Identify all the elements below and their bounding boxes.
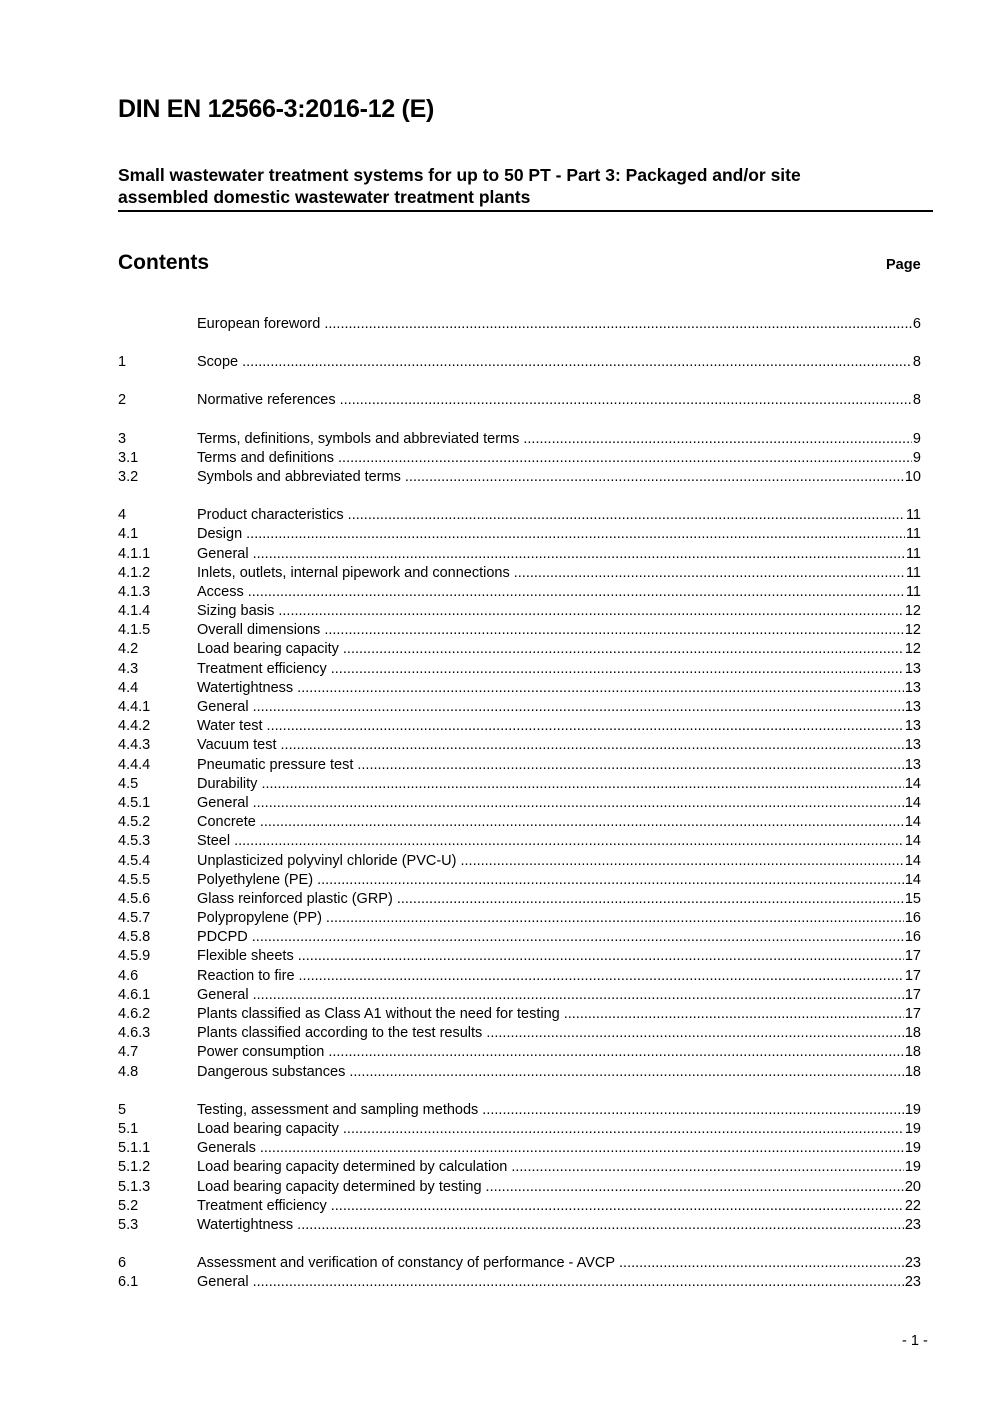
toc-entry-title: Normative references — [197, 392, 336, 409]
dot-leader — [348, 506, 905, 525]
toc-entry-title: Reaction to fire — [197, 967, 295, 984]
toc-entry-number: 4.4 — [118, 679, 139, 696]
dot-leader — [278, 602, 903, 621]
toc-entry-number: 3 — [118, 430, 127, 447]
dot-leader — [343, 640, 904, 659]
toc-entry[interactable] — [118, 1101, 921, 1120]
dot-leader — [324, 621, 904, 640]
toc-entry-page: 13 — [904, 660, 921, 677]
toc-entry[interactable] — [118, 1216, 921, 1235]
dot-leader — [324, 315, 912, 334]
toc-entry-page: 19 — [904, 1120, 921, 1137]
toc-entry[interactable] — [118, 525, 921, 544]
toc-entry-title: Watertightness — [197, 679, 294, 696]
toc-entry[interactable] — [118, 909, 921, 928]
toc-entry-page: 11 — [905, 583, 921, 600]
toc-entry[interactable] — [118, 1178, 921, 1197]
toc-entry-number: 4.2 — [118, 641, 139, 658]
toc-entry-number: 6 — [118, 1255, 127, 1272]
toc-entry[interactable] — [118, 986, 921, 1005]
toc-entry[interactable] — [118, 698, 921, 717]
toc-entry-page: 14 — [904, 833, 921, 850]
toc-entry[interactable] — [118, 353, 921, 372]
dot-leader — [338, 449, 912, 468]
toc-entry-page: 14 — [904, 871, 921, 888]
toc-entry-title: Plants classified as Class A1 without the need for testing — [197, 1006, 560, 1022]
toc-entry-number: 4.1.3 — [118, 583, 151, 600]
dot-leader — [260, 813, 904, 832]
toc-entry[interactable] — [118, 1158, 921, 1177]
dot-leader — [317, 871, 904, 890]
toc-entry[interactable] — [118, 660, 921, 679]
dot-leader — [242, 353, 912, 372]
toc-entry[interactable] — [118, 967, 921, 986]
toc-entry[interactable] — [118, 621, 921, 640]
toc-entry-page: 17 — [904, 1006, 921, 1022]
dot-leader — [298, 947, 904, 966]
toc-entry[interactable] — [118, 430, 921, 449]
dot-leader — [260, 1139, 904, 1158]
toc-entry-title: Concrete — [197, 814, 256, 831]
toc-entry-page: 14 — [904, 814, 921, 831]
toc-entry-title: Polypropylene (PP) — [197, 910, 322, 927]
dot-leader — [511, 1158, 904, 1177]
toc-entry-page: 13 — [904, 737, 921, 754]
toc-entry[interactable] — [118, 794, 921, 813]
toc-entry-number: 5.1 — [118, 1120, 139, 1137]
toc-entry-page: 12 — [904, 603, 921, 620]
toc-entry-page: 23 — [904, 1216, 921, 1233]
toc-entry-page: 19 — [904, 1101, 921, 1118]
toc-entry-page: 13 — [904, 718, 921, 735]
table-of-contents — [118, 315, 921, 1292]
toc-entry-title: Water test — [197, 718, 263, 735]
dot-leader — [397, 890, 904, 909]
toc-entry-title: Sizing basis — [197, 603, 275, 620]
toc-entry-title: Dangerous substances — [197, 1063, 346, 1080]
toc-entry-page: 17 — [904, 967, 921, 984]
toc-entry-number: 4.1.1 — [118, 545, 151, 562]
toc-entry-title: Vacuum test — [197, 737, 277, 754]
toc-entry-page: 6 — [912, 316, 921, 332]
toc-entry-title: Pneumatic pressure test — [197, 756, 354, 773]
toc-entry-title: Durability — [197, 775, 258, 792]
toc-entry-title: Testing, assessment and sampling methods — [197, 1101, 479, 1118]
page-column-label: Page — [886, 257, 921, 273]
dot-leader — [486, 1024, 904, 1043]
toc-entry-number: 4.4.3 — [118, 737, 151, 754]
toc-entry[interactable] — [118, 1197, 921, 1216]
toc-entry-title: Unplasticized polyvinyl chloride (PVC-U) — [197, 852, 457, 869]
toc-entry-number: 3.1 — [118, 449, 139, 466]
toc-entry-number: 4.4.2 — [118, 718, 151, 735]
toc-entry-page: 17 — [904, 948, 921, 965]
toc-entry[interactable] — [118, 564, 921, 583]
toc-entry-title: PDCPD — [197, 929, 248, 946]
toc-entry-page: 12 — [904, 641, 921, 658]
toc-entry-number: 4.1.5 — [118, 622, 151, 639]
toc-entry[interactable] — [118, 391, 921, 410]
toc-entry-page: 11 — [905, 507, 921, 524]
toc-entry-page: 14 — [904, 794, 921, 811]
toc-entry-page: 22 — [904, 1197, 921, 1214]
toc-entry[interactable] — [118, 1273, 921, 1292]
toc-entry-number: 4.1.2 — [118, 564, 151, 581]
toc-entry-title: European foreword — [197, 316, 321, 332]
dot-leader — [253, 986, 904, 1005]
toc-entry-page: 17 — [904, 986, 921, 1003]
toc-entry-page: 13 — [904, 679, 921, 696]
toc-entry-page: 10 — [904, 468, 921, 485]
dot-leader — [482, 1101, 904, 1120]
toc-entry[interactable] — [118, 1063, 921, 1082]
toc-entry-number: 4.8 — [118, 1063, 139, 1080]
document-id: DIN EN 12566-3:2016-12 (E) — [118, 95, 434, 123]
toc-entry-number: 5.2 — [118, 1197, 139, 1214]
dot-leader — [331, 660, 904, 679]
toc-entry-number: 2 — [118, 392, 127, 409]
toc-entry[interactable] — [118, 640, 921, 659]
toc-entry-number: 4.6 — [118, 967, 139, 984]
toc-entry-number: 4.4.1 — [118, 699, 151, 715]
toc-entry-page: 14 — [904, 852, 921, 869]
toc-entry-title: Load bearing capacity determined by calculation — [197, 1159, 508, 1176]
document-subtitle — [118, 164, 933, 212]
toc-entry-title: Product characteristics — [197, 507, 344, 524]
toc-entry-page: 9 — [912, 449, 921, 466]
dot-leader — [331, 1197, 904, 1216]
toc-entry-number: 4.5.7 — [118, 910, 151, 927]
dot-leader — [234, 832, 904, 851]
toc-entry-title: Inlets, outlets, internal pipework and connections — [197, 564, 510, 581]
toc-entry-page: 15 — [904, 890, 921, 907]
toc-entry-number: 4.6.1 — [118, 986, 151, 1003]
toc-entry[interactable] — [118, 871, 921, 890]
toc-entry-number: 4 — [118, 507, 127, 524]
dot-leader — [564, 1005, 904, 1024]
toc-entry-number: 4.5 — [118, 775, 139, 792]
dot-leader — [267, 717, 904, 736]
toc-entry[interactable] — [118, 890, 921, 909]
toc-entry-title: Treatment efficiency — [197, 1197, 327, 1214]
toc-entry-page: 8 — [912, 354, 921, 371]
toc-entry-number: 4.5.5 — [118, 871, 151, 888]
toc-entry[interactable] — [118, 852, 921, 871]
dot-leader — [253, 794, 904, 813]
toc-entry[interactable] — [118, 449, 921, 468]
toc-entry-title: Load bearing capacity — [197, 1120, 339, 1137]
toc-entry-number: 4.1 — [118, 526, 139, 543]
toc-entry[interactable] — [118, 315, 921, 334]
toc-entry-title: Overall dimensions — [197, 622, 321, 639]
dot-leader — [326, 909, 904, 928]
dot-leader — [253, 1273, 904, 1292]
contents-heading: Contents — [118, 251, 209, 274]
toc-entry-title: Polyethylene (PE) — [197, 871, 314, 888]
toc-entry-title: Load bearing capacity determined by testing — [197, 1178, 482, 1195]
toc-entry[interactable] — [118, 756, 921, 775]
subtitle-line-2: assembled domestic wastewater treatment plants — [118, 187, 531, 207]
toc-entry[interactable] — [118, 468, 921, 487]
toc-entry-page: 20 — [904, 1178, 921, 1195]
toc-entry[interactable] — [118, 717, 921, 736]
toc-entry-page: 16 — [904, 929, 921, 946]
toc-entry-title: Watertightness — [197, 1216, 294, 1233]
toc-entry-number: 4.5.4 — [118, 852, 151, 869]
toc-entry-title: General — [197, 699, 249, 715]
toc-entry-title: General — [197, 545, 249, 562]
toc-entry-page: 13 — [904, 756, 921, 773]
dot-leader — [246, 525, 905, 544]
toc-entry-page: 16 — [904, 910, 921, 927]
dot-leader — [460, 852, 903, 871]
toc-entry[interactable] — [118, 506, 921, 525]
dot-leader — [253, 698, 904, 717]
toc-entry-title: General — [197, 1274, 249, 1291]
toc-entry-number: 1 — [118, 354, 127, 371]
toc-entry[interactable] — [118, 1254, 921, 1273]
toc-entry-number: 5 — [118, 1101, 127, 1118]
toc-entry-number: 4.6.3 — [118, 1025, 151, 1042]
toc-entry[interactable] — [118, 545, 921, 564]
toc-entry-page: 13 — [904, 699, 921, 715]
toc-entry-title: Treatment efficiency — [197, 660, 327, 677]
toc-entry-title: Plants classified according to the test results — [197, 1025, 483, 1042]
toc-entry[interactable] — [118, 1024, 921, 1043]
dot-leader — [340, 391, 912, 410]
toc-entry-title: General — [197, 986, 249, 1003]
dot-leader — [486, 1178, 904, 1197]
dot-leader — [299, 967, 904, 986]
toc-entry-title: Access — [197, 583, 244, 600]
dot-leader — [261, 775, 903, 794]
toc-entry-title: Load bearing capacity — [197, 641, 339, 658]
toc-entry-page: 18 — [904, 1063, 921, 1080]
toc-entry-page: 19 — [904, 1159, 921, 1176]
toc-entry-page: 23 — [904, 1274, 921, 1291]
toc-entry-number: 4.3 — [118, 660, 139, 677]
toc-entry[interactable] — [118, 928, 921, 947]
toc-entry-page: 12 — [904, 622, 921, 639]
toc-entry-number: 4.6.2 — [118, 1006, 151, 1022]
toc-entry-number: 4.5.8 — [118, 929, 151, 946]
toc-entry[interactable] — [118, 813, 921, 832]
dot-leader — [281, 736, 904, 755]
toc-entry-number: 4.5.1 — [118, 794, 151, 811]
dot-leader — [253, 545, 905, 564]
dot-leader — [619, 1254, 904, 1273]
toc-entry[interactable] — [118, 947, 921, 966]
toc-entry[interactable] — [118, 1005, 921, 1024]
toc-entry-page: 19 — [904, 1140, 921, 1157]
toc-entry[interactable] — [118, 1120, 921, 1139]
toc-entry-page: 14 — [904, 775, 921, 792]
toc-entry-title: Design — [197, 526, 243, 543]
dot-leader — [349, 1063, 904, 1082]
toc-entry-number: 5.1.1 — [118, 1140, 151, 1157]
toc-entry-title: Flexible sheets — [197, 948, 294, 965]
toc-entry-page: 11 — [905, 564, 921, 581]
toc-entry-number: 4.7 — [118, 1044, 139, 1061]
subtitle-line-1: Small wastewater treatment systems for up to 50 PT - Part 3: Packaged and/or site — [118, 165, 801, 185]
toc-entry-title: Symbols and abbreviated terms — [197, 468, 401, 485]
toc-entry-number: 6.1 — [118, 1274, 139, 1291]
toc-entry-title: Terms and definitions — [197, 449, 335, 466]
toc-entry[interactable] — [118, 832, 921, 851]
toc-entry-page: 11 — [905, 526, 921, 543]
toc-entry-number: 5.1.3 — [118, 1178, 151, 1195]
toc-entry-title: Scope — [197, 354, 239, 371]
toc-entry-title: Terms, definitions, symbols and abbreviated terms — [197, 430, 520, 447]
toc-entry-title: Assessment and verification of constancy of performance - AVCP — [197, 1255, 616, 1272]
toc-entry[interactable] — [118, 679, 921, 698]
dot-leader — [357, 756, 904, 775]
toc-entry-number: 3.2 — [118, 468, 139, 485]
toc-entry[interactable] — [118, 583, 921, 602]
toc-entry[interactable] — [118, 736, 921, 755]
toc-entry-page: 23 — [904, 1255, 921, 1272]
toc-entry-number: 4.4.4 — [118, 756, 151, 773]
toc-entry-page: 9 — [912, 430, 921, 447]
dot-leader — [405, 468, 904, 487]
toc-entry-number: 5.3 — [118, 1216, 139, 1233]
toc-entry-number: 4.1.4 — [118, 603, 151, 620]
dot-leader — [328, 1043, 904, 1062]
toc-entry[interactable] — [118, 775, 921, 794]
toc-entry[interactable] — [118, 1043, 921, 1062]
toc-entry-number: 5.1.2 — [118, 1159, 151, 1176]
toc-entry-number: 4.5.2 — [118, 814, 151, 831]
toc-entry-page: 18 — [904, 1044, 921, 1061]
toc-entry-title: Steel — [197, 833, 231, 850]
toc-entry-title: General — [197, 794, 249, 811]
dot-leader — [252, 928, 904, 947]
dot-leader — [297, 679, 904, 698]
footer-page-number: - 1 - — [902, 1333, 928, 1349]
dot-leader — [297, 1216, 904, 1235]
dot-leader — [343, 1120, 904, 1139]
toc-entry-number: 4.5.3 — [118, 833, 151, 850]
toc-entry-title: Glass reinforced plastic (GRP) — [197, 890, 393, 907]
dot-leader — [514, 564, 905, 583]
toc-entry[interactable] — [118, 602, 921, 621]
dot-leader — [248, 583, 905, 602]
toc-entry-title: Generals — [197, 1140, 256, 1157]
toc-entry-number: 4.5.6 — [118, 890, 151, 907]
toc-entry-page: 11 — [905, 545, 921, 562]
dot-leader — [523, 430, 912, 449]
toc-entry[interactable] — [118, 1139, 921, 1158]
toc-entry-page: 18 — [904, 1025, 921, 1042]
toc-entry-number: 4.5.9 — [118, 948, 151, 965]
toc-entry-page: 8 — [912, 392, 921, 409]
toc-entry-title: Power consumption — [197, 1044, 325, 1061]
